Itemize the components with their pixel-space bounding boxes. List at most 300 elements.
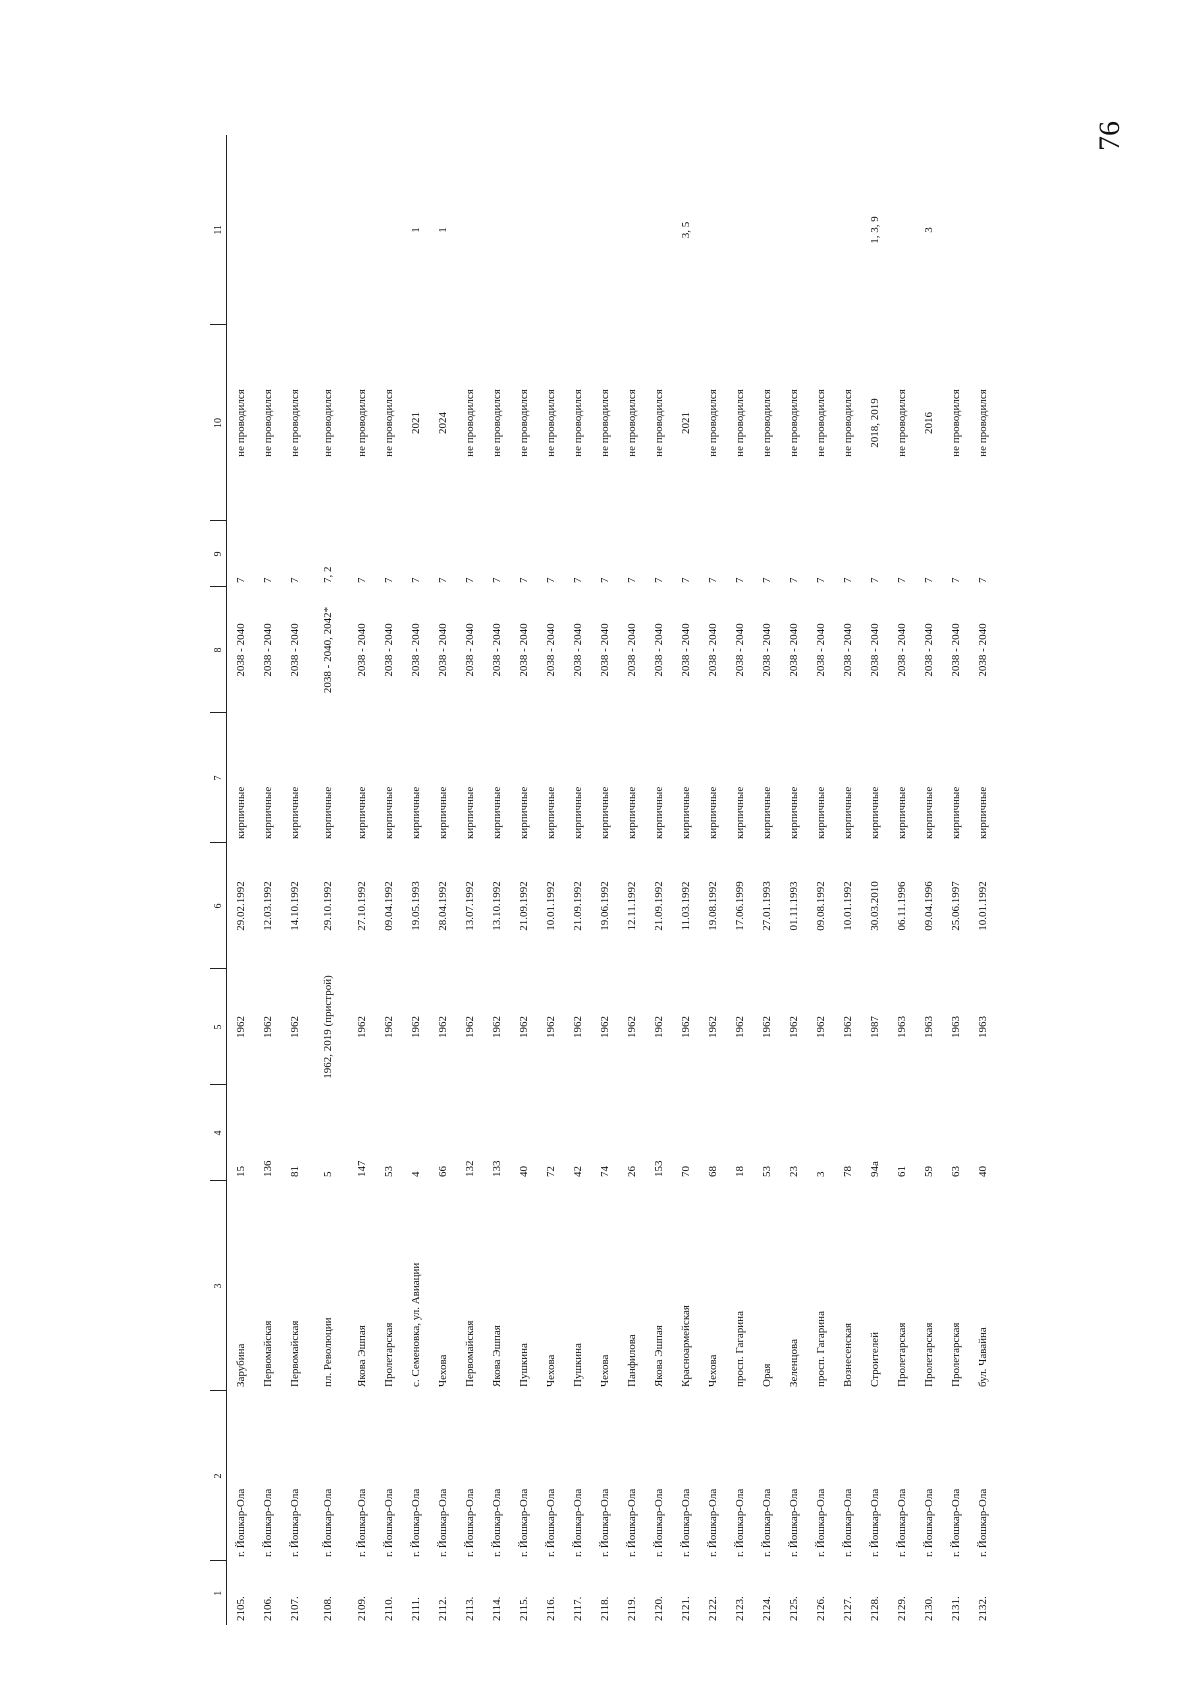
city-cell: г. Йошкар-Ола xyxy=(841,1488,854,1557)
col11-cell xyxy=(699,135,726,325)
material-cell: кирпичные xyxy=(652,786,665,839)
material-cell: кирпичные xyxy=(760,786,773,839)
row-number: 2130. xyxy=(922,1596,935,1621)
period-cell: 2038 - 2040 xyxy=(571,623,584,677)
house-cell: 61 xyxy=(895,1166,908,1177)
year-cell: 1962 xyxy=(355,1016,368,1038)
material-cell: кирпичные xyxy=(706,786,719,839)
date-cell: 25.06.1997 xyxy=(949,881,962,931)
date-cell: 21.09.1992 xyxy=(517,881,530,931)
city-cell: г. Йошкар-Ола xyxy=(598,1488,611,1557)
house-cell: 53 xyxy=(760,1166,773,1177)
street-cell: Пролетарская xyxy=(949,1322,962,1387)
row-number: 2117. xyxy=(571,1596,584,1621)
city-cell: г. Йошкар-Ола xyxy=(261,1488,274,1557)
col11-cell: 1 xyxy=(436,227,449,233)
year-cell: 1962 xyxy=(679,1016,692,1038)
year-cell: 1962 xyxy=(733,1016,746,1038)
city-cell: г. Йошкар-Ола xyxy=(760,1488,773,1557)
material-cell: кирпичные xyxy=(490,786,503,839)
row-number: 2123. xyxy=(733,1596,746,1621)
city-cell: г. Йошкар-Ола xyxy=(571,1488,584,1557)
material-cell: кирпичные xyxy=(922,786,935,839)
year-cell: 1962 xyxy=(261,1016,274,1038)
city-cell: г. Йошкар-Ола xyxy=(544,1488,557,1557)
period-cell: 2038 - 2040 xyxy=(976,623,989,677)
table-row xyxy=(308,135,348,1625)
col11-cell xyxy=(308,135,348,325)
year-cell: 1962 xyxy=(598,1016,611,1038)
date-cell: 21.09.1992 xyxy=(652,881,665,931)
period-cell: 2038 - 2040 xyxy=(814,623,827,677)
table-row xyxy=(753,135,780,1625)
col10-cell: не проводился xyxy=(490,389,503,457)
col9-cell: 7 xyxy=(490,577,503,583)
house-cell: 70 xyxy=(679,1166,692,1177)
period-cell: 2038 - 2040 xyxy=(625,623,638,677)
table-row xyxy=(807,135,834,1625)
col9-cell: 7 xyxy=(679,577,692,583)
col9-cell: 7, 2 xyxy=(322,566,334,583)
street-cell: Строителей xyxy=(868,1332,881,1387)
table-row xyxy=(254,135,281,1625)
material-cell: кирпичные xyxy=(814,786,827,839)
table-body xyxy=(227,135,997,1625)
street-cell: Панфилова xyxy=(625,1334,638,1387)
table-row xyxy=(699,135,726,1625)
col10-cell: 2021 xyxy=(409,412,422,434)
table-row xyxy=(564,135,591,1625)
col10-cell: не проводился xyxy=(976,389,989,457)
col11-cell xyxy=(753,135,780,325)
row-number: 2109. xyxy=(355,1596,368,1621)
city-cell: г. Йошкар-Ола xyxy=(463,1488,476,1557)
year-cell: 1962 xyxy=(814,1016,827,1038)
row-number: 2120. xyxy=(652,1596,665,1621)
material-cell: кирпичные xyxy=(288,786,301,839)
col9-cell: 7 xyxy=(234,577,247,583)
col10-cell: 2024 xyxy=(436,412,449,434)
material-cell: кирпичные xyxy=(949,786,962,839)
col9-cell: 7 xyxy=(976,577,989,583)
period-cell: 2038 - 2040 xyxy=(355,623,368,677)
house-cell: 26 xyxy=(625,1166,638,1177)
table-row xyxy=(483,135,510,1625)
table-header-row xyxy=(210,135,227,1625)
street-cell: Зарубина xyxy=(234,1343,247,1387)
year-cell: 1962 xyxy=(234,1016,247,1038)
year-cell: 1962 xyxy=(706,1016,719,1038)
col10-cell: 2021 xyxy=(679,412,692,434)
col9-cell: 7 xyxy=(261,577,274,583)
col10-cell: не проводился xyxy=(355,389,368,457)
col9-cell: 7 xyxy=(895,577,908,583)
house-cell: 5 xyxy=(322,1171,334,1177)
year-cell: 1962 xyxy=(436,1016,449,1038)
street-cell: Якова Эшпая xyxy=(355,1325,368,1387)
house-cell: 72 xyxy=(544,1166,557,1177)
year-cell: 1962 xyxy=(463,1016,476,1038)
col11-cell: 1, 3, 9 xyxy=(868,216,881,244)
date-cell: 19.06.1992 xyxy=(598,881,611,931)
period-cell: 2038 - 2040 xyxy=(733,623,746,677)
street-cell: Орая xyxy=(760,1363,773,1387)
year-cell: 1963 xyxy=(949,1016,962,1038)
col9-cell: 7 xyxy=(733,577,746,583)
street-cell: Чехова xyxy=(544,1354,557,1387)
date-cell: 29.10.1992 xyxy=(322,881,334,931)
date-cell: 01.11.1993 xyxy=(787,881,800,931)
street-cell: Чехова xyxy=(706,1354,719,1387)
column-header-5: 5 xyxy=(210,969,227,1085)
date-cell: 13.07.1992 xyxy=(463,881,476,931)
table-row xyxy=(942,135,969,1625)
column-header-6: 6 xyxy=(210,843,227,969)
col9-cell: 7 xyxy=(571,577,584,583)
row-number: 2125. xyxy=(787,1596,800,1621)
row-number: 2127. xyxy=(841,1596,854,1621)
date-cell: 09.04.1996 xyxy=(922,881,935,931)
street-cell: Зеленцова xyxy=(787,1339,800,1387)
col10-cell: не проводился xyxy=(706,389,719,457)
city-cell: г. Йошкар-Ола xyxy=(490,1488,503,1557)
col10-cell: не проводился xyxy=(322,389,334,457)
table-row xyxy=(348,135,375,1625)
period-cell: 2038 - 2040 xyxy=(706,623,719,677)
date-cell: 29.02.1992 xyxy=(234,881,247,931)
period-cell: 2038 - 2040 xyxy=(288,623,301,677)
year-cell: 1962 xyxy=(409,1016,422,1038)
col10-cell: не проводился xyxy=(598,389,611,457)
row-number: 2105. xyxy=(234,1596,247,1621)
col9-cell: 7 xyxy=(517,577,530,583)
period-cell: 2038 - 2040 xyxy=(490,623,503,677)
page-number: 76 xyxy=(1093,121,1126,151)
period-cell: 2038 - 2040 xyxy=(652,623,665,677)
table-row xyxy=(672,135,699,1625)
material-cell: кирпичные xyxy=(787,786,800,839)
row-number: 2121. xyxy=(679,1596,692,1621)
table-row xyxy=(227,135,255,1625)
year-cell: 1962 xyxy=(625,1016,638,1038)
col11-cell xyxy=(807,135,834,325)
col10-cell: не проводился xyxy=(288,389,301,457)
table-row xyxy=(645,135,672,1625)
period-cell: 2038 - 2040 xyxy=(261,623,274,677)
col10-cell: не проводился xyxy=(625,389,638,457)
period-cell: 2038 - 2040 xyxy=(868,623,881,677)
col10-cell: не проводился xyxy=(814,389,827,457)
period-cell: 2038 - 2040 xyxy=(234,623,247,677)
table-row xyxy=(780,135,807,1625)
house-cell: 42 xyxy=(571,1166,584,1177)
city-cell: г. Йошкар-Ола xyxy=(733,1488,746,1557)
city-cell: г. Йошкар-Ола xyxy=(288,1488,301,1557)
year-cell: 1962, 2019 (пристрой) xyxy=(322,975,334,1079)
house-cell: 133 xyxy=(490,1160,503,1177)
house-cell: 40 xyxy=(517,1166,530,1177)
row-number: 2122. xyxy=(706,1596,719,1621)
street-cell: бул. Чавайна xyxy=(976,1327,989,1387)
table-row xyxy=(591,135,618,1625)
table-row xyxy=(537,135,564,1625)
row-number: 2124. xyxy=(760,1596,773,1621)
table-row xyxy=(726,135,753,1625)
column-header-7: 7 xyxy=(210,713,227,843)
col9-cell: 7 xyxy=(787,577,800,583)
col9-cell: 7 xyxy=(652,577,665,583)
row-number: 2131. xyxy=(949,1596,962,1621)
col11-cell xyxy=(348,135,375,325)
col11-cell xyxy=(537,135,564,325)
city-cell: г. Йошкар-Ола xyxy=(787,1488,800,1557)
city-cell: г. Йошкар-Ола xyxy=(436,1488,449,1557)
col11-cell: 1 xyxy=(409,227,422,233)
row-number: 2107. xyxy=(288,1596,301,1621)
city-cell: г. Йошкар-Ола xyxy=(517,1488,530,1557)
period-cell: 2038 - 2040 xyxy=(760,623,773,677)
street-cell: Якова Эшпая xyxy=(652,1325,665,1387)
col10-cell: не проводился xyxy=(787,389,800,457)
street-cell: Чехова xyxy=(436,1354,449,1387)
col11-cell xyxy=(375,135,402,325)
period-cell: 2038 - 2040 xyxy=(895,623,908,677)
date-cell: 14.10.1992 xyxy=(288,881,301,931)
col9-cell: 7 xyxy=(598,577,611,583)
date-cell: 30.03.2010 xyxy=(868,881,881,931)
date-cell: 10.01.1992 xyxy=(841,881,854,931)
date-cell: 21.09.1992 xyxy=(571,881,584,931)
city-cell: г. Йошкар-Ола xyxy=(625,1488,638,1557)
street-cell: Пролетарская xyxy=(895,1322,908,1387)
street-cell: с. Семеновка, ул. Авиации xyxy=(409,1262,422,1387)
col11-cell: 3, 5 xyxy=(679,221,692,239)
date-cell: 19.05.1993 xyxy=(409,881,422,931)
city-cell: г. Йошкар-Ола xyxy=(382,1488,395,1557)
street-cell: Первомайская xyxy=(463,1320,476,1387)
house-cell: 3 xyxy=(814,1171,827,1177)
col10-cell: не проводился xyxy=(234,389,247,457)
col10-cell: 2018, 2019 xyxy=(868,398,881,448)
col11-cell xyxy=(227,135,255,325)
year-cell: 1962 xyxy=(382,1016,395,1038)
year-cell: 1962 xyxy=(544,1016,557,1038)
col10-cell: не проводился xyxy=(517,389,530,457)
material-cell: кирпичные xyxy=(355,786,368,839)
row-number: 2108. xyxy=(322,1596,334,1621)
col9-cell: 7 xyxy=(814,577,827,583)
date-cell: 11.03.1992 xyxy=(679,881,692,931)
house-cell: 74 xyxy=(598,1166,611,1177)
col9-cell: 7 xyxy=(436,577,449,583)
date-cell: 10.01.1992 xyxy=(976,881,989,931)
material-cell: кирпичные xyxy=(679,786,692,839)
year-cell: 1962 xyxy=(787,1016,800,1038)
material-cell: кирпичные xyxy=(895,786,908,839)
col9-cell: 7 xyxy=(355,577,368,583)
city-cell: г. Йошкар-Ола xyxy=(976,1488,989,1557)
period-cell: 2038 - 2040 xyxy=(922,623,935,677)
period-cell: 2038 - 2040 xyxy=(787,623,800,677)
table-row xyxy=(429,135,456,1625)
street-cell: Красноармейская xyxy=(679,1305,692,1387)
material-cell: кирпичные xyxy=(868,786,881,839)
house-cell: 94а xyxy=(868,1161,881,1177)
material-cell: кирпичные xyxy=(409,786,422,839)
column-header-1: 1 xyxy=(210,1561,227,1625)
date-cell: 12.03.1992 xyxy=(261,881,274,931)
column-header-8: 8 xyxy=(210,587,227,713)
year-cell: 1962 xyxy=(517,1016,530,1038)
year-cell: 1962 xyxy=(571,1016,584,1038)
material-cell: кирпичные xyxy=(571,786,584,839)
table-row xyxy=(969,135,996,1625)
house-cell: 23 xyxy=(787,1166,800,1177)
period-cell: 2038 - 2040 xyxy=(679,623,692,677)
street-cell: просп. Гагарина xyxy=(733,1311,746,1387)
date-cell: 09.08.1992 xyxy=(814,881,827,931)
column-header-3: 3 xyxy=(210,1181,227,1391)
material-cell: кирпичные xyxy=(976,786,989,839)
table-row xyxy=(510,135,537,1625)
period-cell: 2038 - 2040 xyxy=(598,623,611,677)
col9-cell: 7 xyxy=(922,577,935,583)
col11-cell xyxy=(281,135,308,325)
date-cell: 09.04.1992 xyxy=(382,881,395,931)
col11-cell xyxy=(564,135,591,325)
house-cell: 4 xyxy=(409,1171,422,1177)
col11-cell xyxy=(834,135,861,325)
house-cell: 81 xyxy=(288,1166,301,1177)
row-number: 2111. xyxy=(409,1597,422,1621)
column-header-4: 4 xyxy=(210,1085,227,1181)
row-number: 2113. xyxy=(463,1596,476,1621)
material-cell: кирпичные xyxy=(261,786,274,839)
col10-cell: не проводился xyxy=(261,389,274,457)
city-cell: г. Йошкар-Ола xyxy=(706,1488,719,1557)
rotated-table-container xyxy=(210,135,990,1625)
table-row xyxy=(618,135,645,1625)
house-cell: 78 xyxy=(841,1166,854,1177)
col10-cell: не проводился xyxy=(841,389,854,457)
street-cell: пл. Революции xyxy=(322,1317,334,1387)
period-cell: 2038 - 2040 xyxy=(841,623,854,677)
table-row xyxy=(834,135,861,1625)
column-header-11: 11 xyxy=(210,135,227,325)
col11-cell xyxy=(780,135,807,325)
col10-cell: не проводился xyxy=(571,389,584,457)
house-cell: 136 xyxy=(261,1160,274,1177)
table-row xyxy=(375,135,402,1625)
city-cell: г. Йошкар-Ола xyxy=(409,1488,422,1557)
row-number: 2112. xyxy=(436,1596,449,1621)
col11-cell xyxy=(888,135,915,325)
date-cell: 12.11.1992 xyxy=(625,881,638,931)
period-cell: 2038 - 2040 xyxy=(544,623,557,677)
material-cell: кирпичные xyxy=(598,786,611,839)
date-cell: 06.11.1996 xyxy=(895,881,908,931)
col10-cell: не проводился xyxy=(463,389,476,457)
street-cell: Первомайская xyxy=(288,1320,301,1387)
row-number: 2126. xyxy=(814,1596,827,1621)
column-header-2: 2 xyxy=(210,1391,227,1561)
house-cell: 40 xyxy=(976,1166,989,1177)
house-cell: 66 xyxy=(436,1166,449,1177)
street-cell: Чехова xyxy=(598,1354,611,1387)
col11-cell xyxy=(456,135,483,325)
city-cell: г. Йошкар-Ола xyxy=(679,1488,692,1557)
column-header-9: 9 xyxy=(210,521,227,587)
city-cell: г. Йошкар-Ола xyxy=(652,1488,665,1557)
house-cell: 68 xyxy=(706,1166,719,1177)
street-cell: Пушкина xyxy=(571,1343,584,1387)
col9-cell: 7 xyxy=(288,577,301,583)
period-cell: 2038 - 2040 xyxy=(517,623,530,677)
col10-cell: 2016 xyxy=(922,412,935,434)
city-cell: г. Йошкар-Ола xyxy=(355,1488,368,1557)
date-cell: 19.08.1992 xyxy=(706,881,719,931)
row-number: 2119. xyxy=(625,1596,638,1621)
house-cell: 53 xyxy=(382,1166,395,1177)
material-cell: кирпичные xyxy=(382,786,395,839)
row-number: 2128. xyxy=(868,1596,881,1621)
table-row xyxy=(456,135,483,1625)
table-row xyxy=(915,135,942,1625)
year-cell: 1963 xyxy=(976,1016,989,1038)
table-row xyxy=(402,135,429,1625)
row-number: 2129. xyxy=(895,1596,908,1621)
date-cell: 10.01.1992 xyxy=(544,881,557,931)
row-number: 2106. xyxy=(261,1596,274,1621)
col9-cell: 7 xyxy=(868,577,881,583)
year-cell: 1962 xyxy=(288,1016,301,1038)
period-cell: 2038 - 2040 xyxy=(463,623,476,677)
table-row xyxy=(281,135,308,1625)
col11-cell xyxy=(969,135,996,325)
period-cell: 2038 - 2040 xyxy=(436,623,449,677)
col9-cell: 7 xyxy=(625,577,638,583)
date-cell: 27.10.1992 xyxy=(355,881,368,931)
date-cell: 27.01.1993 xyxy=(760,881,773,931)
house-cell: 59 xyxy=(922,1166,935,1177)
material-cell: кирпичные xyxy=(436,786,449,839)
house-cell: 63 xyxy=(949,1166,962,1177)
material-cell: кирпичные xyxy=(625,786,638,839)
col11-cell xyxy=(483,135,510,325)
row-number: 2114. xyxy=(490,1596,503,1621)
street-cell: Пушкина xyxy=(517,1343,530,1387)
material-cell: кирпичные xyxy=(733,786,746,839)
street-cell: Пролетарская xyxy=(382,1322,395,1387)
col11-cell xyxy=(726,135,753,325)
col11-cell xyxy=(942,135,969,325)
city-cell: г. Йошкар-Ола xyxy=(949,1488,962,1557)
row-number: 2115. xyxy=(517,1596,530,1621)
street-cell: Якова Эшпая xyxy=(490,1325,503,1387)
city-cell: г. Йошкар-Ола xyxy=(922,1488,935,1557)
col11-cell xyxy=(645,135,672,325)
house-cell: 18 xyxy=(733,1166,746,1177)
street-cell: просп. Гагарина xyxy=(814,1311,827,1387)
row-number: 2116. xyxy=(544,1596,557,1621)
col11-cell xyxy=(510,135,537,325)
period-cell: 2038 - 2040, 2042* xyxy=(322,606,334,694)
period-cell: 2038 - 2040 xyxy=(382,623,395,677)
col10-cell: не проводился xyxy=(544,389,557,457)
col9-cell: 7 xyxy=(463,577,476,583)
table-row xyxy=(861,135,888,1625)
material-cell: кирпичные xyxy=(463,786,476,839)
